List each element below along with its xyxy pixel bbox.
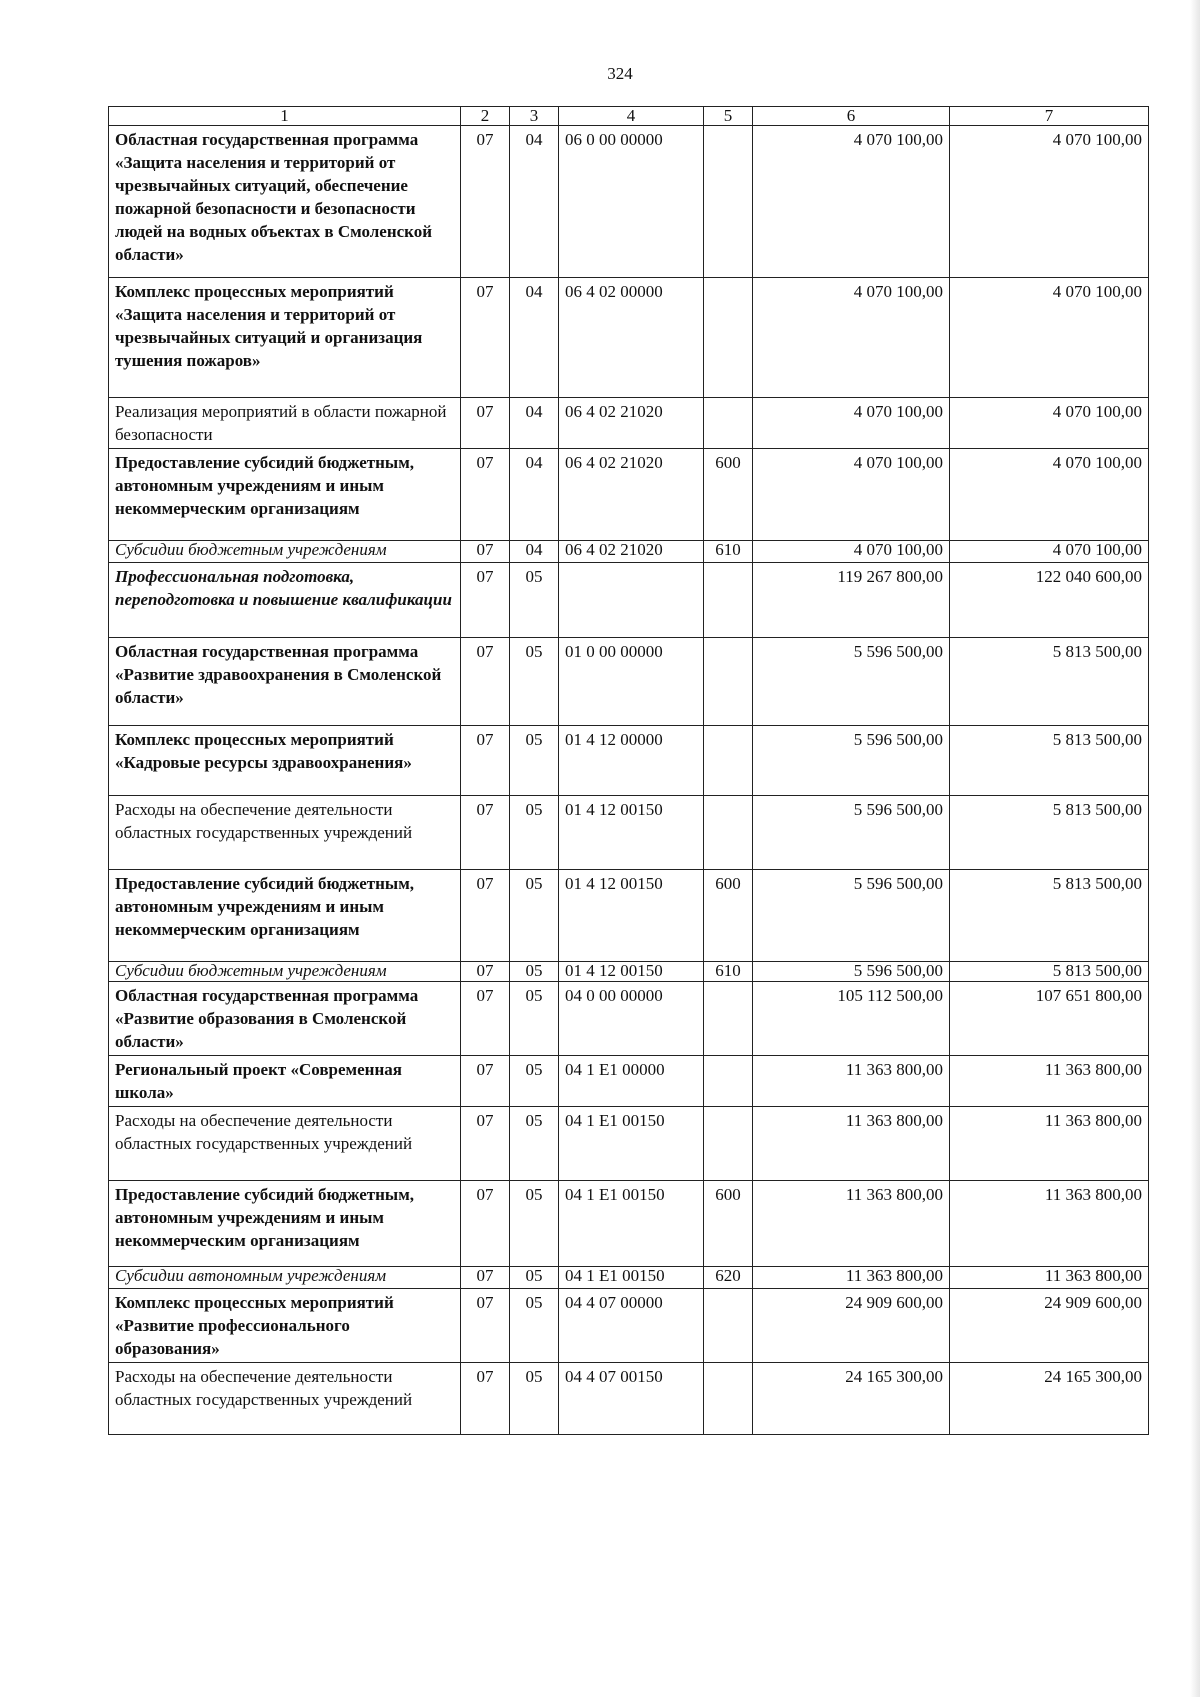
scan-edge-shadow	[1190, 0, 1200, 1697]
table-row	[109, 126, 1149, 278]
amount-year-1: 11 363 800,00	[753, 1107, 950, 1181]
row-name: Областная государственная программа «Защита населения и территорий от чрезвычайных ситуаций, обеспечение пожарной безопасности и безопасности людей на водных объектах в Смоленской области»	[109, 126, 461, 278]
amount-year-2: 24 909 600,00	[950, 1289, 1149, 1363]
target-article-code: 06 4 02 21020	[559, 449, 704, 541]
page-number: 324	[607, 64, 633, 83]
target-article-code: 06 0 00 00000	[559, 126, 704, 278]
table-row	[109, 638, 1149, 726]
row-name: Комплекс процессных мероприятий «Защита населения и территорий от чрезвычайных ситуаций и организация тушения пожаров»	[109, 278, 461, 398]
row-name: Профессиональная подготовка, переподготовка и повышение квалификации	[109, 563, 461, 638]
subsection-code: 05	[510, 1363, 559, 1435]
amount-year-1: 4 070 100,00	[753, 541, 950, 563]
target-article-code: 04 1 E1 00150	[559, 1267, 704, 1289]
target-article-code: 04 1 E1 00000	[559, 1056, 704, 1107]
amount-year-2: 5 813 500,00	[950, 870, 1149, 962]
table-row	[109, 541, 1149, 563]
expense-type-code	[704, 1107, 753, 1181]
subsection-code: 04	[510, 126, 559, 278]
amount-year-2: 11 363 800,00	[950, 1267, 1149, 1289]
amount-year-1: 105 112 500,00	[753, 982, 950, 1056]
subsection-code: 04	[510, 398, 559, 449]
amount-year-2: 11 363 800,00	[950, 1181, 1149, 1267]
amount-year-1: 24 165 300,00	[753, 1363, 950, 1435]
table-row	[109, 1267, 1149, 1289]
target-article-code: 06 4 02 00000	[559, 278, 704, 398]
row-name: Субсидии бюджетным учреждениям	[109, 962, 461, 982]
amount-year-2: 4 070 100,00	[950, 278, 1149, 398]
target-article-code: 06 4 02 21020	[559, 398, 704, 449]
subsection-code: 05	[510, 1056, 559, 1107]
row-name: Комплекс процессных мероприятий «Кадровые ресурсы здравоохранения»	[109, 726, 461, 796]
section-code: 07	[461, 449, 510, 541]
row-name: Субсидии бюджетным учреждениям	[109, 541, 461, 563]
subsection-code: 05	[510, 1267, 559, 1289]
table-row	[109, 1107, 1149, 1181]
subsection-code: 05	[510, 563, 559, 638]
table-row	[109, 1363, 1149, 1435]
amount-year-2: 11 363 800,00	[950, 1056, 1149, 1107]
section-code: 07	[461, 1363, 510, 1435]
amount-year-1: 5 596 500,00	[753, 870, 950, 962]
expense-type-code	[704, 796, 753, 870]
row-name: Расходы на обеспечение деятельности областных государственных учреждений	[109, 1363, 461, 1435]
table-row	[109, 796, 1149, 870]
section-code: 07	[461, 870, 510, 962]
target-article-code: 04 4 07 00000	[559, 1289, 704, 1363]
amount-year-2: 5 813 500,00	[950, 962, 1149, 982]
table-row	[109, 726, 1149, 796]
subsection-code: 05	[510, 962, 559, 982]
row-name: Предоставление субсидий бюджетным, автономным учреждениям и иным некоммерческим организациям	[109, 870, 461, 962]
table-row	[109, 278, 1149, 398]
header-col-3: 3	[510, 107, 559, 126]
expense-type-code	[704, 1289, 753, 1363]
amount-year-1: 11 363 800,00	[753, 1267, 950, 1289]
amount-year-1: 5 596 500,00	[753, 726, 950, 796]
row-name: Комплекс процессных мероприятий «Развитие профессионального образования»	[109, 1289, 461, 1363]
amount-year-1: 4 070 100,00	[753, 449, 950, 541]
target-article-code: 04 4 07 00150	[559, 1363, 704, 1435]
target-article-code: 01 0 00 00000	[559, 638, 704, 726]
table-row	[109, 398, 1149, 449]
subsection-code: 05	[510, 1107, 559, 1181]
section-code: 07	[461, 1289, 510, 1363]
target-article-code: 04 1 E1 00150	[559, 1181, 704, 1267]
section-code: 07	[461, 126, 510, 278]
row-name: Региональный проект «Современная школа»	[109, 1056, 461, 1107]
table-row	[109, 1289, 1149, 1363]
section-code: 07	[461, 1181, 510, 1267]
table-body	[109, 126, 1149, 1435]
expense-type-code	[704, 726, 753, 796]
expense-type-code	[704, 982, 753, 1056]
subsection-code: 05	[510, 982, 559, 1056]
target-article-code: 01 4 12 00000	[559, 726, 704, 796]
amount-year-2: 122 040 600,00	[950, 563, 1149, 638]
table-row	[109, 870, 1149, 962]
target-article-code: 01 4 12 00150	[559, 796, 704, 870]
row-name: Расходы на обеспечение деятельности областных государственных учреждений	[109, 796, 461, 870]
expense-type-code	[704, 638, 753, 726]
section-code: 07	[461, 1107, 510, 1181]
target-article-code: 06 4 02 21020	[559, 541, 704, 563]
subsection-code: 04	[510, 541, 559, 563]
amount-year-2: 24 165 300,00	[950, 1363, 1149, 1435]
table-row	[109, 1056, 1149, 1107]
subsection-code: 05	[510, 1181, 559, 1267]
table-row	[109, 563, 1149, 638]
header-col-5: 5	[704, 107, 753, 126]
amount-year-1: 11 363 800,00	[753, 1056, 950, 1107]
subsection-code: 05	[510, 638, 559, 726]
amount-year-2: 107 651 800,00	[950, 982, 1149, 1056]
target-article-code: 01 4 12 00150	[559, 870, 704, 962]
amount-year-1: 5 596 500,00	[753, 962, 950, 982]
expense-type-code	[704, 1056, 753, 1107]
table-row	[109, 982, 1149, 1056]
amount-year-2: 4 070 100,00	[950, 449, 1149, 541]
header-col-2: 2	[461, 107, 510, 126]
section-code: 07	[461, 638, 510, 726]
section-code: 07	[461, 726, 510, 796]
target-article-code: 04 0 00 00000	[559, 982, 704, 1056]
amount-year-1: 11 363 800,00	[753, 1181, 950, 1267]
section-code: 07	[461, 796, 510, 870]
row-name: Реализация мероприятий в области пожарной безопасности	[109, 398, 461, 449]
header-col-6: 6	[753, 107, 950, 126]
row-name: Предоставление субсидий бюджетным, автономным учреждениям и иным некоммерческим организациям	[109, 449, 461, 541]
header-col-4: 4	[559, 107, 704, 126]
section-code: 07	[461, 398, 510, 449]
header-col-1: 1	[109, 107, 461, 126]
row-name: Областная государственная программа «Развитие образования в Смоленской области»	[109, 982, 461, 1056]
amount-year-2: 11 363 800,00	[950, 1107, 1149, 1181]
section-code: 07	[461, 962, 510, 982]
amount-year-2: 4 070 100,00	[950, 398, 1149, 449]
amount-year-2: 4 070 100,00	[950, 541, 1149, 563]
expense-type-code	[704, 563, 753, 638]
budget-table	[108, 106, 1149, 1435]
subsection-code: 04	[510, 449, 559, 541]
section-code: 07	[461, 982, 510, 1056]
amount-year-1: 4 070 100,00	[753, 126, 950, 278]
expense-type-code	[704, 126, 753, 278]
amount-year-1: 5 596 500,00	[753, 796, 950, 870]
expense-type-code: 600	[704, 870, 753, 962]
expense-type-code: 600	[704, 449, 753, 541]
target-article-code: 04 1 E1 00150	[559, 1107, 704, 1181]
amount-year-2: 4 070 100,00	[950, 126, 1149, 278]
target-article-code	[559, 563, 704, 638]
amount-year-1: 4 070 100,00	[753, 278, 950, 398]
expense-type-code: 610	[704, 541, 753, 563]
header-col-7: 7	[950, 107, 1149, 126]
amount-year-1: 4 070 100,00	[753, 398, 950, 449]
expense-type-code: 600	[704, 1181, 753, 1267]
amount-year-2: 5 813 500,00	[950, 796, 1149, 870]
amount-year-2: 5 813 500,00	[950, 726, 1149, 796]
section-code: 07	[461, 278, 510, 398]
section-code: 07	[461, 1267, 510, 1289]
subsection-code: 05	[510, 870, 559, 962]
section-code: 07	[461, 1056, 510, 1107]
expense-type-code	[704, 398, 753, 449]
amount-year-2: 5 813 500,00	[950, 638, 1149, 726]
row-name: Расходы на обеспечение деятельности областных государственных учреждений	[109, 1107, 461, 1181]
subsection-code: 04	[510, 278, 559, 398]
section-code: 07	[461, 563, 510, 638]
expense-type-code	[704, 278, 753, 398]
header-row	[109, 107, 1149, 126]
row-name: Субсидии автономным учреждениям	[109, 1267, 461, 1289]
target-article-code: 01 4 12 00150	[559, 962, 704, 982]
expense-type-code: 620	[704, 1267, 753, 1289]
amount-year-1: 5 596 500,00	[753, 638, 950, 726]
amount-year-1: 119 267 800,00	[753, 563, 950, 638]
amount-year-1: 24 909 600,00	[753, 1289, 950, 1363]
row-name: Предоставление субсидий бюджетным, автономным учреждениям и иным некоммерческим организациям	[109, 1181, 461, 1267]
subsection-code: 05	[510, 1289, 559, 1363]
table-row	[109, 1181, 1149, 1267]
expense-type-code	[704, 1363, 753, 1435]
row-name: Областная государственная программа «Развитие здравоохранения в Смоленской области»	[109, 638, 461, 726]
table-row	[109, 449, 1149, 541]
subsection-code: 05	[510, 726, 559, 796]
table-row	[109, 962, 1149, 982]
expense-type-code: 610	[704, 962, 753, 982]
subsection-code: 05	[510, 796, 559, 870]
section-code: 07	[461, 541, 510, 563]
